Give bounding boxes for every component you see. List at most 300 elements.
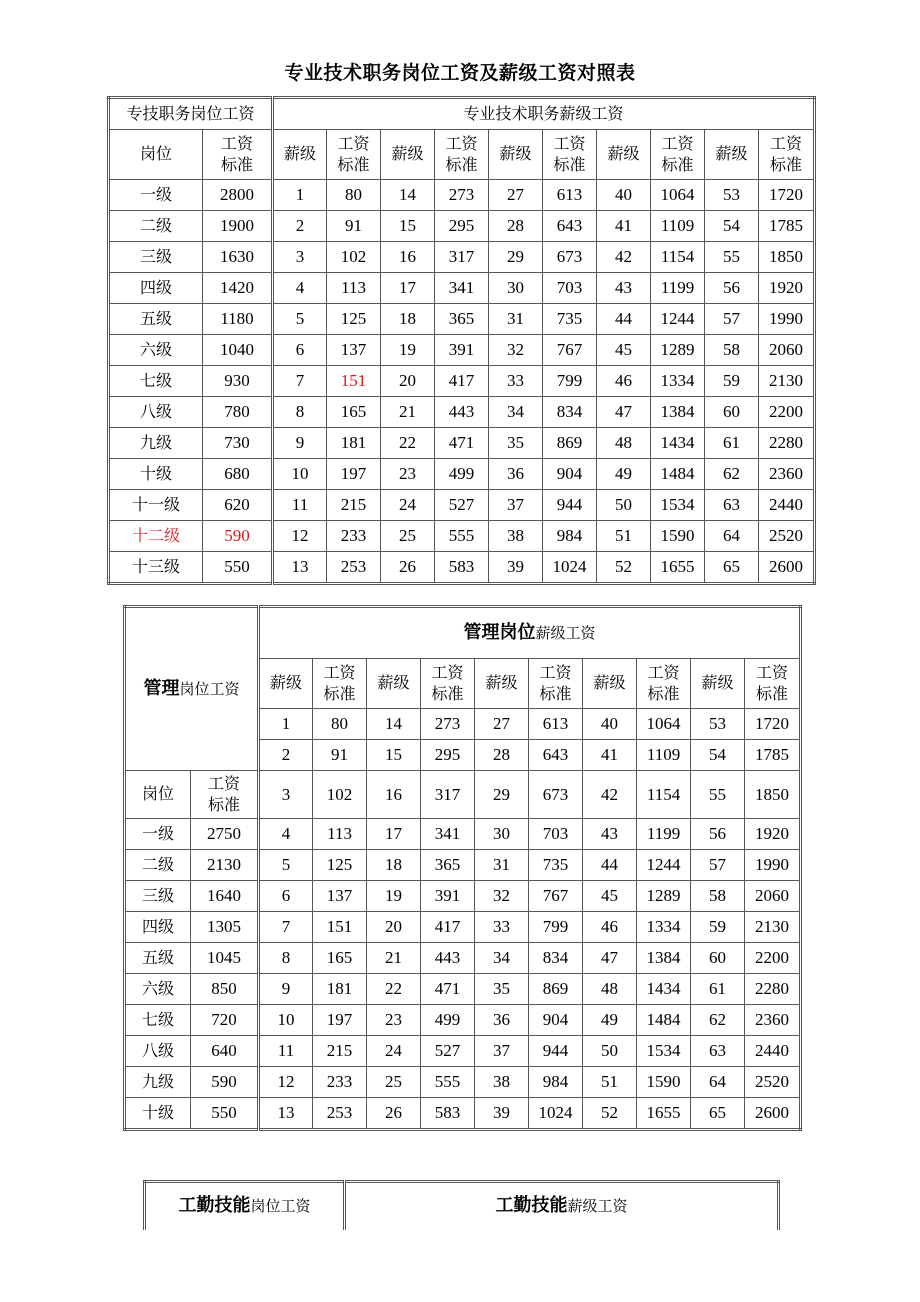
grade-cell: 34	[489, 397, 543, 428]
post-wage-cell: 550	[191, 1098, 259, 1130]
grade-wage-cell: 673	[529, 771, 583, 819]
grade-cell: 22	[367, 974, 421, 1005]
grade-wage-cell: 1720	[759, 180, 815, 211]
grade-cell: 13	[259, 1098, 313, 1130]
grade-wage-cell: 2060	[745, 881, 801, 912]
grade-cell: 40	[597, 180, 651, 211]
grade-cell: 23	[367, 1005, 421, 1036]
post-wage-cell: 590	[191, 1067, 259, 1098]
grade-cell: 31	[489, 304, 543, 335]
grade-wage-cell: 417	[435, 366, 489, 397]
grade-cell: 30	[489, 273, 543, 304]
grade-cell: 21	[381, 397, 435, 428]
grade-cell: 40	[583, 709, 637, 740]
grade-cell: 48	[597, 428, 651, 459]
table-body	[109, 180, 815, 584]
post-wage-header	[125, 607, 259, 771]
grade-cell: 8	[273, 397, 327, 428]
grade-cell: 48	[583, 974, 637, 1005]
grade-wage-cell: 1109	[637, 740, 691, 771]
grade-wage-cell: 317	[421, 771, 475, 819]
grade-cell: 21	[367, 943, 421, 974]
col-wage-std: 工资 标准	[203, 130, 273, 180]
grade-wage-cell: 2360	[759, 459, 815, 490]
grade-wage-cell: 165	[313, 943, 367, 974]
col-post: 岗位	[125, 771, 191, 819]
grade-wage-cell: 80	[327, 180, 381, 211]
grade-cell: 19	[367, 881, 421, 912]
post-level-cell: 一级	[125, 819, 191, 850]
grade-wage-cell: 471	[435, 428, 489, 459]
grade-wage-cell: 471	[421, 974, 475, 1005]
grade-wage-cell: 295	[435, 211, 489, 242]
grade-wage-cell: 1024	[543, 552, 597, 584]
grade-cell: 58	[705, 335, 759, 366]
grade-cell: 46	[597, 366, 651, 397]
grade-cell: 18	[367, 850, 421, 881]
grade-wage-cell: 1720	[745, 709, 801, 740]
post-wage-cell: 2130	[191, 850, 259, 881]
table-row	[125, 881, 801, 912]
grade-cell: 29	[475, 771, 529, 819]
grade-wage-cell: 365	[421, 850, 475, 881]
post-level-cell: 一级	[109, 180, 203, 211]
col-grade: 薪级	[367, 659, 421, 709]
post-wage-cell: 720	[191, 1005, 259, 1036]
grade-cell: 51	[583, 1067, 637, 1098]
grade-cell: 4	[259, 819, 313, 850]
grade-wage-cell: 2200	[759, 397, 815, 428]
grade-wage-cell: 1785	[759, 211, 815, 242]
document-title: 专业技术职务岗位工资及薪级工资对照表	[284, 62, 636, 84]
post-wage-header-big: 管理	[143, 677, 180, 699]
grade-wage-cell: 2600	[759, 552, 815, 584]
grade-cell: 37	[475, 1036, 529, 1067]
grade-cell: 52	[597, 552, 651, 584]
grade-cell: 50	[583, 1036, 637, 1067]
grade-wage-cell: 197	[313, 1005, 367, 1036]
grade-cell: 63	[691, 1036, 745, 1067]
grade-cell: 16	[381, 242, 435, 273]
grade-wage-cell: 341	[435, 273, 489, 304]
table-row	[109, 366, 815, 397]
grade-wage-cell: 1289	[637, 881, 691, 912]
grade-wage-cell: 1534	[637, 1036, 691, 1067]
post-level-cell: 五级	[125, 943, 191, 974]
table-row	[109, 459, 815, 490]
grade-cell: 60	[705, 397, 759, 428]
post-level-cell: 七级	[109, 366, 203, 397]
table-row	[125, 771, 801, 819]
grade-wage-cell: 125	[313, 850, 367, 881]
grade-wage-cell: 233	[313, 1067, 367, 1098]
worker-skill-wage-table	[143, 1180, 780, 1230]
grade-cell: 30	[475, 819, 529, 850]
grade-wage-cell: 703	[529, 819, 583, 850]
post-wage-cell: 640	[191, 1036, 259, 1067]
grade-wage-cell: 1244	[637, 850, 691, 881]
grade-cell: 25	[381, 521, 435, 552]
grade-wage-cell: 2600	[745, 1098, 801, 1130]
grade-wage-cell: 904	[529, 1005, 583, 1036]
table-row	[125, 1005, 801, 1036]
grade-cell: 4	[273, 273, 327, 304]
grade-wage-cell: 767	[543, 335, 597, 366]
post-level-cell: 八级	[125, 1036, 191, 1067]
grade-wage-cell: 80	[313, 709, 367, 740]
grade-wage-cell: 1434	[637, 974, 691, 1005]
grade-cell: 54	[691, 740, 745, 771]
grade-wage-cell: 253	[327, 552, 381, 584]
grade-wage-cell: 527	[421, 1036, 475, 1067]
grade-wage-cell: 197	[327, 459, 381, 490]
grade-wage-cell: 113	[327, 273, 381, 304]
grade-cell: 37	[489, 490, 543, 521]
grade-cell: 39	[475, 1098, 529, 1130]
grade-wage-cell: 1154	[637, 771, 691, 819]
post-level-cell: 三级	[109, 242, 203, 273]
col-wage-std: 工资 标准	[745, 659, 801, 709]
grade-cell: 44	[597, 304, 651, 335]
grade-cell: 38	[475, 1067, 529, 1098]
grade-cell: 65	[691, 1098, 745, 1130]
table-header-row	[125, 607, 801, 659]
grade-cell: 12	[273, 521, 327, 552]
col-grade: 薪级	[597, 130, 651, 180]
grade-wage-cell: 869	[543, 428, 597, 459]
grade-cell: 10	[259, 1005, 313, 1036]
grade-cell: 2	[259, 740, 313, 771]
grade-wage-cell: 499	[421, 1005, 475, 1036]
grade-wage-cell: 181	[313, 974, 367, 1005]
post-level-cell: 九级	[109, 428, 203, 459]
grade-cell: 49	[597, 459, 651, 490]
post-level-cell: 二级	[125, 850, 191, 881]
col-wage-std: 工资 标准	[529, 659, 583, 709]
post-wage-cell: 1420	[203, 273, 273, 304]
col-grade: 薪级	[475, 659, 529, 709]
post-level-cell: 十二级	[109, 521, 203, 552]
grade-cell: 47	[597, 397, 651, 428]
col-grade: 薪级	[259, 659, 313, 709]
grade-cell: 38	[489, 521, 543, 552]
grade-cell: 52	[583, 1098, 637, 1130]
table-row	[109, 397, 815, 428]
grade-cell: 2	[273, 211, 327, 242]
grade-wage-cell: 1655	[637, 1098, 691, 1130]
grade-cell: 53	[691, 709, 745, 740]
grade-wage-cell: 1590	[651, 521, 705, 552]
grade-wage-cell: 417	[421, 912, 475, 943]
grade-wage-cell: 583	[421, 1098, 475, 1130]
table-row	[109, 211, 815, 242]
grade-cell: 44	[583, 850, 637, 881]
grade-cell: 8	[259, 943, 313, 974]
grade-cell: 27	[475, 709, 529, 740]
grade-cell: 36	[489, 459, 543, 490]
grade-cell: 55	[705, 242, 759, 273]
post-level-cell: 十一级	[109, 490, 203, 521]
grade-wage-cell: 91	[327, 211, 381, 242]
grade-cell: 33	[489, 366, 543, 397]
grade-wage-cell: 555	[421, 1067, 475, 1098]
grade-cell: 3	[259, 771, 313, 819]
grade-cell: 20	[367, 912, 421, 943]
col-wage-std: 工资 标准	[637, 659, 691, 709]
col-wage-std: 工资 标准	[327, 130, 381, 180]
post-level-cell: 五级	[109, 304, 203, 335]
post-wage-cell: 730	[203, 428, 273, 459]
grade-wage-cell: 233	[327, 521, 381, 552]
grade-wage-cell: 1199	[651, 273, 705, 304]
table-row	[125, 1098, 801, 1130]
grade-wage-cell: 102	[327, 242, 381, 273]
grade-wage-cell: 1154	[651, 242, 705, 273]
col-post: 岗位	[109, 130, 203, 180]
grade-cell: 56	[705, 273, 759, 304]
col-grade: 薪级	[381, 130, 435, 180]
grade-cell: 23	[381, 459, 435, 490]
post-wage-cell: 680	[203, 459, 273, 490]
grade-cell: 64	[705, 521, 759, 552]
post-wage-header: 工勤技能岗位工资	[145, 1182, 345, 1231]
table-header-row	[109, 98, 815, 130]
grade-wage-cell: 137	[327, 335, 381, 366]
grade-cell: 43	[583, 819, 637, 850]
grade-cell: 20	[381, 366, 435, 397]
grade-wage-cell: 1289	[651, 335, 705, 366]
grade-cell: 5	[259, 850, 313, 881]
grade-cell: 14	[367, 709, 421, 740]
grade-wage-cell: 137	[313, 881, 367, 912]
grade-wage-cell: 1484	[637, 1005, 691, 1036]
grade-wage-cell: 151	[313, 912, 367, 943]
post-level-cell: 八级	[109, 397, 203, 428]
grade-cell: 35	[475, 974, 529, 1005]
grade-wage-cell: 1384	[651, 397, 705, 428]
grade-wage-cell: 703	[543, 273, 597, 304]
grade-wage-cell: 944	[543, 490, 597, 521]
grade-wage-cell: 2520	[745, 1067, 801, 1098]
grade-wage-cell: 984	[543, 521, 597, 552]
grade-wage-cell: 151	[327, 366, 381, 397]
col-grade: 薪级	[489, 130, 543, 180]
grade-wage-cell: 613	[543, 180, 597, 211]
grade-cell: 24	[381, 490, 435, 521]
grade-cell: 56	[691, 819, 745, 850]
grade-cell: 46	[583, 912, 637, 943]
grade-cell: 17	[381, 273, 435, 304]
grade-wage-header: 管理岗位薪级工资	[259, 607, 801, 659]
grade-cell: 45	[583, 881, 637, 912]
grade-cell: 5	[273, 304, 327, 335]
grade-cell: 14	[381, 180, 435, 211]
grade-cell: 1	[259, 709, 313, 740]
grade-wage-cell: 215	[327, 490, 381, 521]
post-wage-cell: 1900	[203, 211, 273, 242]
grade-wage-cell: 555	[435, 521, 489, 552]
table-row	[109, 180, 815, 211]
table-row	[109, 273, 815, 304]
grade-wage-cell: 341	[421, 819, 475, 850]
post-level-cell: 三级	[125, 881, 191, 912]
grade-wage-cell: 834	[543, 397, 597, 428]
table-row	[125, 850, 801, 881]
grade-wage-cell: 113	[313, 819, 367, 850]
grade-cell: 11	[259, 1036, 313, 1067]
post-level-cell: 二级	[109, 211, 203, 242]
grade-wage-cell: 295	[421, 740, 475, 771]
post-wage-header: 专技职务岗位工资	[109, 98, 273, 130]
management-wage-table	[123, 605, 802, 1131]
post-wage-cell: 1630	[203, 242, 273, 273]
col-wage-std: 工资 标准	[435, 130, 489, 180]
post-wage-header-small: 岗位工资	[179, 679, 240, 698]
post-wage-cell: 930	[203, 366, 273, 397]
post-wage-cell: 1640	[191, 881, 259, 912]
grade-wage-cell: 643	[543, 211, 597, 242]
grade-wage-cell: 1655	[651, 552, 705, 584]
grade-wage-cell: 1024	[529, 1098, 583, 1130]
post-level-cell: 七级	[125, 1005, 191, 1036]
grade-cell: 28	[489, 211, 543, 242]
grade-wage-cell: 1334	[637, 912, 691, 943]
grade-wage-cell: 1484	[651, 459, 705, 490]
post-wage-cell: 1180	[203, 304, 273, 335]
grade-cell: 18	[381, 304, 435, 335]
col-wage-std: 工资 标准	[759, 130, 815, 180]
grade-wage-cell: 643	[529, 740, 583, 771]
grade-cell: 61	[691, 974, 745, 1005]
grade-wage-cell: 253	[313, 1098, 367, 1130]
grade-wage-cell: 2200	[745, 943, 801, 974]
grade-cell: 19	[381, 335, 435, 366]
grade-cell: 47	[583, 943, 637, 974]
grade-cell: 17	[367, 819, 421, 850]
col-wage-std: 工资 标准	[421, 659, 475, 709]
grade-wage-cell: 1064	[651, 180, 705, 211]
table-row	[109, 335, 815, 366]
grade-cell: 1	[273, 180, 327, 211]
grade-wage-cell: 904	[543, 459, 597, 490]
grade-cell: 43	[597, 273, 651, 304]
grade-cell: 7	[259, 912, 313, 943]
grade-wage-cell: 2280	[759, 428, 815, 459]
grade-cell: 61	[705, 428, 759, 459]
grade-cell: 28	[475, 740, 529, 771]
table-row	[125, 819, 801, 850]
grade-wage-cell: 2280	[745, 974, 801, 1005]
post-wage-cell: 780	[203, 397, 273, 428]
grade-cell: 22	[381, 428, 435, 459]
grade-cell: 34	[475, 943, 529, 974]
table-row	[125, 1067, 801, 1098]
col-grade: 薪级	[691, 659, 745, 709]
grade-wage-cell: 2130	[745, 912, 801, 943]
grade-cell: 59	[691, 912, 745, 943]
col-grade: 薪级	[583, 659, 637, 709]
grade-cell: 15	[367, 740, 421, 771]
post-level-cell: 六级	[125, 974, 191, 1005]
grade-cell: 32	[475, 881, 529, 912]
grade-cell: 33	[475, 912, 529, 943]
grade-wage-cell: 1064	[637, 709, 691, 740]
table-body	[125, 819, 801, 1130]
grade-wage-cell: 317	[435, 242, 489, 273]
grade-cell: 60	[691, 943, 745, 974]
grade-wage-cell: 1434	[651, 428, 705, 459]
post-wage-cell: 1045	[191, 943, 259, 974]
grade-wage-cell: 1334	[651, 366, 705, 397]
grade-cell: 62	[691, 1005, 745, 1036]
grade-wage-cell: 1785	[745, 740, 801, 771]
grade-wage-cell: 365	[435, 304, 489, 335]
grade-cell: 6	[273, 335, 327, 366]
col-grade: 薪级	[705, 130, 759, 180]
col-grade: 薪级	[273, 130, 327, 180]
grade-cell: 63	[705, 490, 759, 521]
post-wage-cell: 1040	[203, 335, 273, 366]
grade-cell: 11	[273, 490, 327, 521]
grade-cell: 31	[475, 850, 529, 881]
col-wage-std: 工资 标准	[191, 771, 259, 819]
table-row	[109, 428, 815, 459]
grade-cell: 3	[273, 242, 327, 273]
grade-wage-cell: 2060	[759, 335, 815, 366]
grade-wage-cell: 2440	[759, 490, 815, 521]
post-level-cell: 十三级	[109, 552, 203, 584]
grade-wage-cell: 767	[529, 881, 583, 912]
grade-cell: 29	[489, 242, 543, 273]
grade-cell: 57	[705, 304, 759, 335]
grade-wage-cell: 1850	[745, 771, 801, 819]
grade-wage-cell: 2130	[759, 366, 815, 397]
grade-cell: 25	[367, 1067, 421, 1098]
grade-cell: 36	[475, 1005, 529, 1036]
post-wage-cell: 1305	[191, 912, 259, 943]
post-level-cell: 四级	[125, 912, 191, 943]
grade-wage-cell: 1384	[637, 943, 691, 974]
grade-wage-cell: 499	[435, 459, 489, 490]
grade-wage-cell: 944	[529, 1036, 583, 1067]
table-row	[125, 943, 801, 974]
grade-wage-cell: 799	[543, 366, 597, 397]
professional-tech-wage-table	[107, 96, 816, 585]
grade-cell: 26	[381, 552, 435, 584]
grade-wage-cell: 673	[543, 242, 597, 273]
grade-cell: 35	[489, 428, 543, 459]
col-wage-std: 工资 标准	[543, 130, 597, 180]
table-header-row	[145, 1182, 779, 1231]
grade-cell: 50	[597, 490, 651, 521]
grade-wage-cell: 1109	[651, 211, 705, 242]
grade-wage-cell: 391	[421, 881, 475, 912]
grade-wage-header: 工勤技能薪级工资	[345, 1182, 779, 1231]
grade-cell: 45	[597, 335, 651, 366]
grade-cell: 6	[259, 881, 313, 912]
grade-cell: 12	[259, 1067, 313, 1098]
post-level-cell: 四级	[109, 273, 203, 304]
grade-wage-cell: 1534	[651, 490, 705, 521]
grade-wage-cell: 91	[313, 740, 367, 771]
grade-cell: 9	[273, 428, 327, 459]
grade-wage-cell: 1244	[651, 304, 705, 335]
grade-wage-cell: 2360	[745, 1005, 801, 1036]
post-level-cell: 六级	[109, 335, 203, 366]
grade-wage-cell: 735	[529, 850, 583, 881]
post-wage-cell: 590	[203, 521, 273, 552]
grade-wage-cell: 1990	[745, 850, 801, 881]
